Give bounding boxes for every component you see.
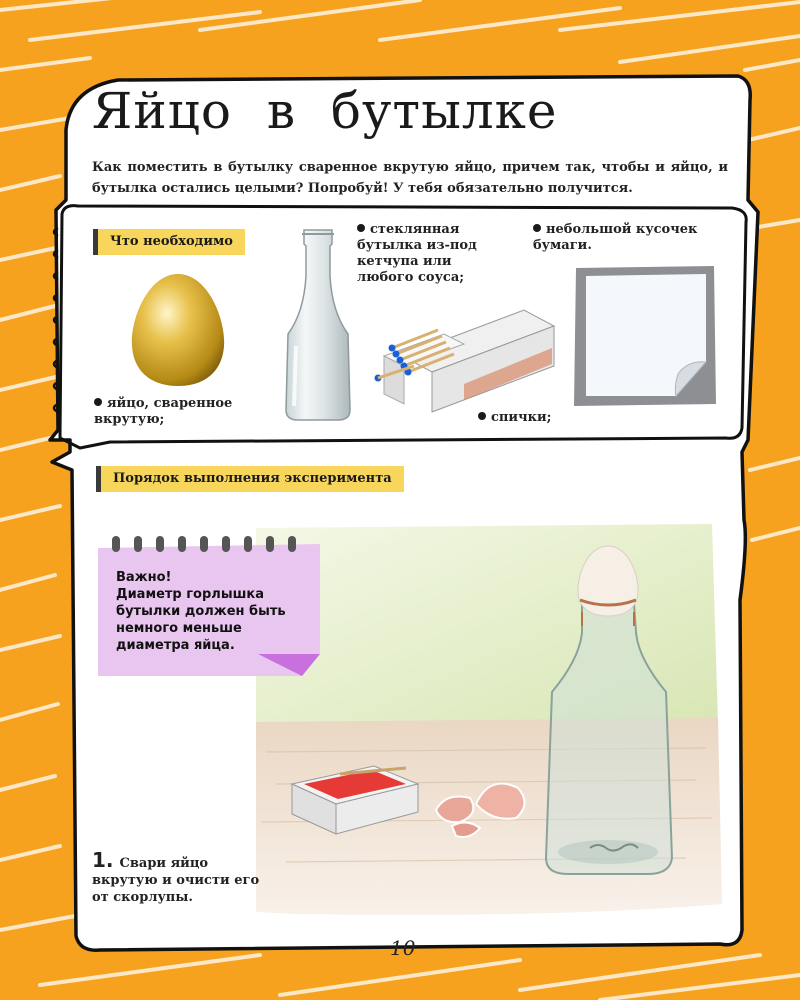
material-egg: яйцо, сваренное вкрутую; — [94, 396, 233, 427]
paper-illustration — [570, 262, 720, 410]
bullet-icon — [533, 224, 541, 232]
intro-paragraph: Как поместить в бутылку сваренное вкрутую яйцо, причем так, чтобы и яйцо, и бутылка остались целыми? Попробуй! У тебя обязательно получится. — [92, 160, 728, 196]
material-paper: небольшой кусочек бумаги. — [533, 222, 698, 253]
bullet-icon — [357, 224, 365, 232]
important-note — [116, 569, 312, 654]
bullet-icon — [478, 412, 486, 420]
step-1 — [92, 848, 262, 906]
page-title: Яйцо в бутылке — [92, 82, 558, 140]
bottle-illustration — [280, 226, 356, 422]
bullet-icon — [94, 398, 102, 406]
matchbox-illustration — [374, 304, 560, 414]
materials-heading: Что необходимо — [93, 229, 245, 255]
note-title: Важно! — [116, 570, 172, 585]
procedure-heading: Порядок выполнения эксперимента — [96, 466, 404, 492]
page-number: 10 — [390, 936, 416, 960]
step-1-text: Свари яйцо вкрутую и очисти его от скорлупы. — [92, 856, 260, 905]
step-1-number: 1. — [92, 848, 114, 872]
material-bottle: стеклянная бутылка из-под кетчупа или любого соуса; — [357, 222, 477, 285]
note-text: Диаметр горлышка бутылки должен быть немного меньше диаметра яйца. — [116, 587, 286, 653]
material-matches: спички; — [478, 410, 578, 426]
egg-illustration — [128, 270, 228, 388]
